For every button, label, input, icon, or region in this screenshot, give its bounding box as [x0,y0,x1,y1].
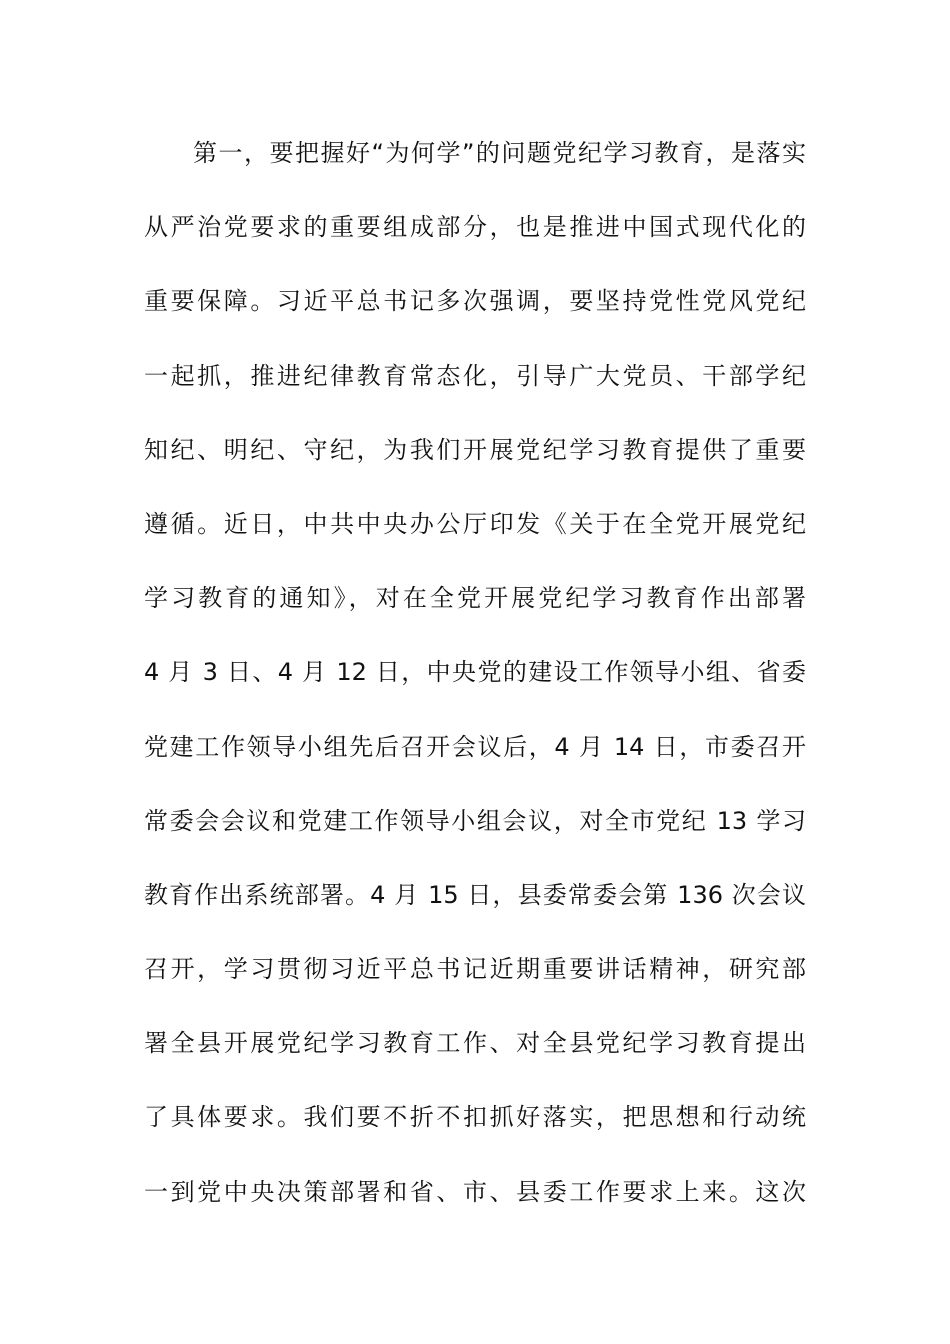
paragraph-line-13: 署全县开展党纪学习教育工作、对全县党纪学习教育提出 [144,1029,806,1058]
paragraph-line-4: 一起抓，推进纪律教育常态化，引导广大党员、干部学纪 [144,361,806,390]
paragraph-line-7: 学习教育的通知》，对在全党开展党纪学习教育作出部署 [144,584,806,613]
paragraph-line-2: 从严治党要求的重要组成部分，也是推进中国式现代化的 [144,213,806,242]
paragraph-line-1: 第一，要把握好“为何学”的问题党纪学习教育，是落实 [193,139,806,167]
paragraph-line-10: 常委会会议和党建工作领导小组会议，对全市党纪 13 学习 [144,806,806,835]
paragraph-line-9: 党建工作领导小组先后召开会议后，4 月 14 日，市委召开 [144,732,806,761]
paragraph-line-12: 召开，学习贯彻习近平总书记近期重要讲话精神，研究部 [144,955,806,984]
body-paragraph [144,116,806,1229]
paragraph-line-8: 4 月 3 日、4 月 12 日，中央党的建设工作领导小组、省委 [144,658,806,687]
paragraph-line-3: 重要保障。习近平总书记多次强调，要坚持党性党风党纪 [144,287,806,316]
paragraph-line-6: 遵循。近日，中共中央办公厅印发《关于在全党开展党纪 [144,509,806,538]
paragraph-line-15: 一到党中央决策部署和省、市、县委工作要求上来。这次 [144,1177,806,1206]
paragraph-line-14: 了具体要求。我们要不折不扣抓好落实，把思想和行动统 [144,1103,806,1132]
paragraph-line-5: 知纪、明纪、守纪，为我们开展党纪学习教育提供了重要 [144,435,806,464]
paragraph-line-11: 教育作出系统部署。4 月 15 日，县委常委会第 136 次会议 [144,880,806,909]
